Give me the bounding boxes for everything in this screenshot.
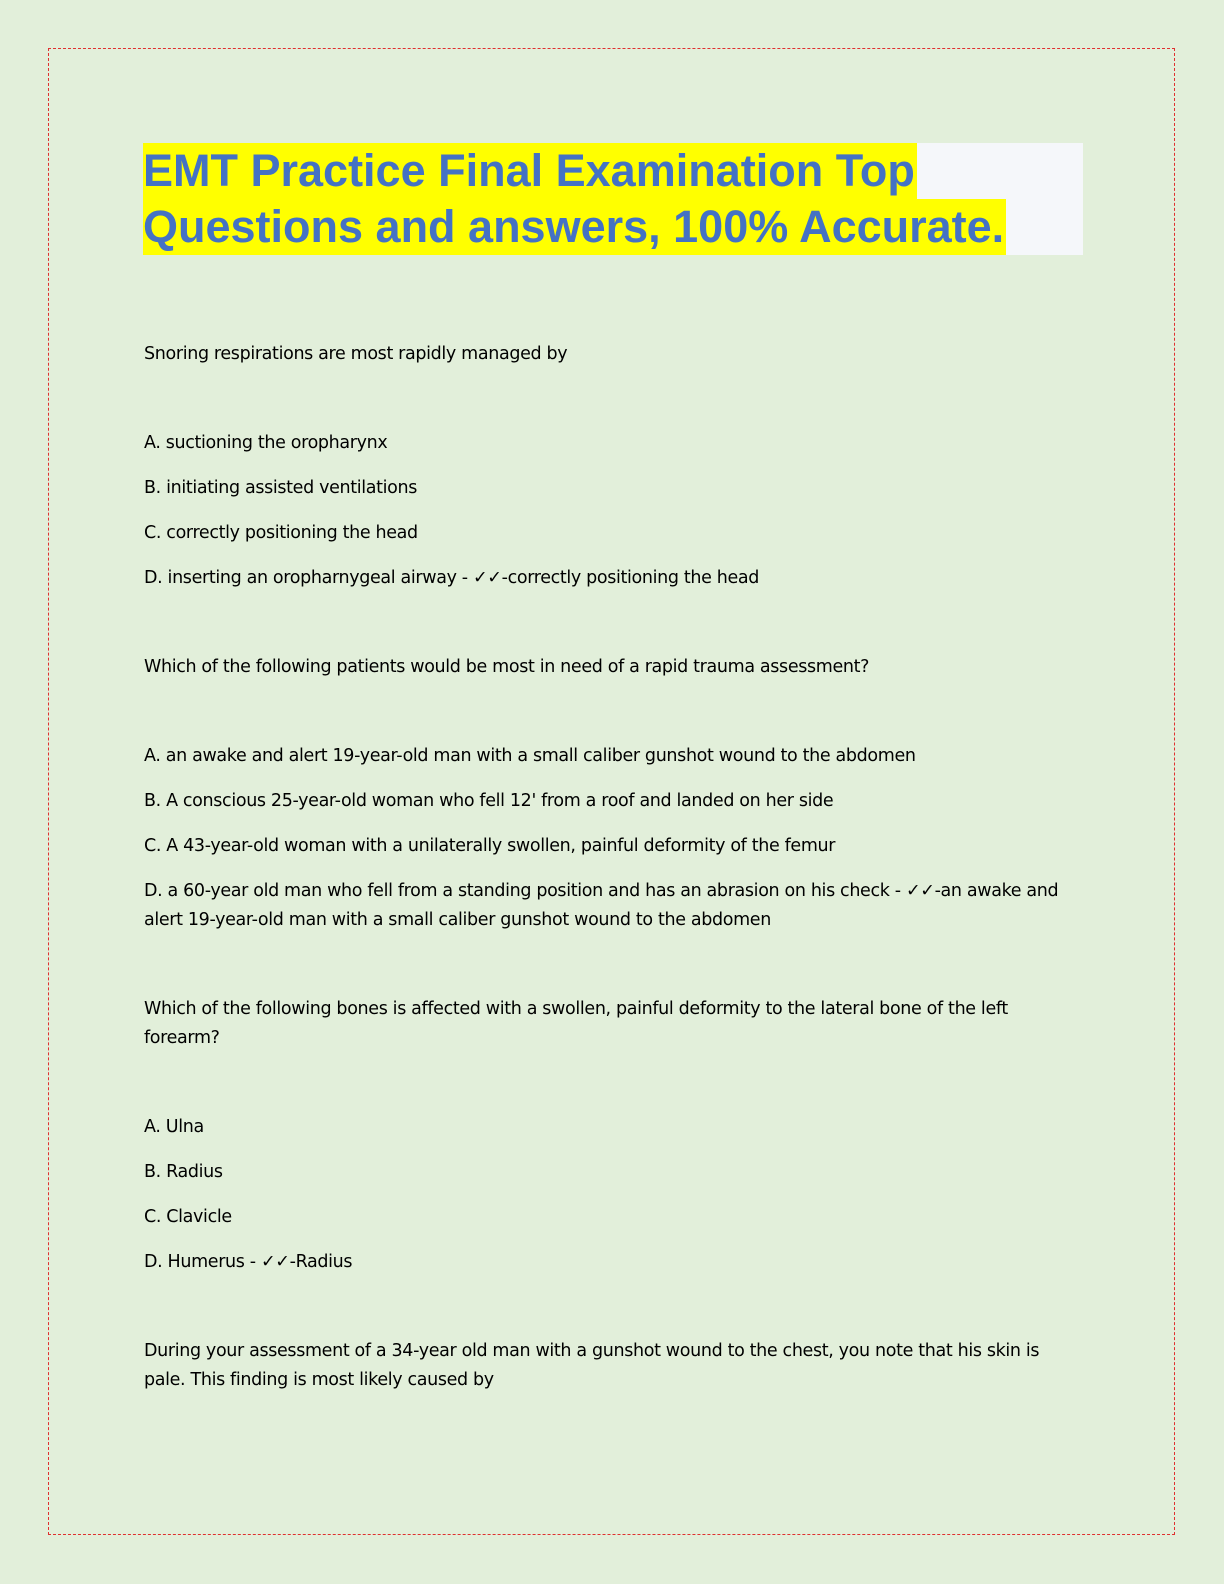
question-1-answer: -correctly positioning the head — [501, 568, 760, 588]
question-1-option-c: C. correctly positioning the head — [144, 523, 418, 543]
question-3-option-d-text: D. Humerus - — [144, 1252, 261, 1272]
question-2-option-d-text: D. a 60-year old man who fell from a standing position and has an abrasion on his check - — [144, 881, 906, 901]
check-mark-icon: ✓✓ — [905, 881, 935, 901]
question-1-option-b: B. initiating assisted ventilations — [144, 478, 418, 498]
question-1-option-d-text: D. inserting an oropharnygeal airway - — [144, 568, 473, 588]
question-1-option-a: A. suctioning the oropharynx — [144, 433, 388, 453]
question-2-option-a: A. an awake and alert 19-year-old man with a small caliber gunshot wound to the abdomen — [144, 746, 916, 766]
question-3-option-a: A. Ulna — [144, 1117, 204, 1137]
question-2: Which of the following patients would be most in need of a rapid trauma assessment? — [144, 657, 870, 677]
document-title-line-2: Questions and answers, 100% Accurate. — [143, 199, 1006, 255]
check-mark-icon: ✓✓ — [260, 1252, 290, 1272]
question-2-option-c: C. A 43-year-old woman with a unilaterally swollen, painful deformity of the femur — [144, 836, 836, 856]
question-2-option-d — [144, 877, 1079, 935]
check-mark-icon: ✓✓ — [472, 568, 502, 588]
question-3-option-d — [144, 1248, 1079, 1277]
question-3-option-c: C. Clavicle — [144, 1207, 232, 1227]
question-1: Snoring respirations are most rapidly managed by — [144, 344, 568, 364]
question-4: During your assessment of a 34-year old man with a gunshot wound to the chest, you note that his skin is pale. This finding is most likely caused by — [144, 1341, 1040, 1390]
question-2-option-b: B. A conscious 25-year-old woman who fell 12' from a roof and landed on her side — [144, 791, 834, 811]
question-3-answer: -Radius — [289, 1252, 353, 1272]
question-3: Which of the following bones is affected with a swollen, painful deformity to the lateral bone of the left forearm? — [144, 999, 1008, 1048]
document-title-line-1: EMT Practice Final Examination Top — [143, 143, 917, 199]
question-1-option-d — [144, 564, 1079, 593]
document-body — [144, 340, 1079, 1395]
question-3-option-b: B. Radius — [144, 1162, 223, 1182]
question-2-answer: -an awake and alert 19-year-old man with a small caliber gunshot wound to the abdomen — [144, 881, 1059, 930]
